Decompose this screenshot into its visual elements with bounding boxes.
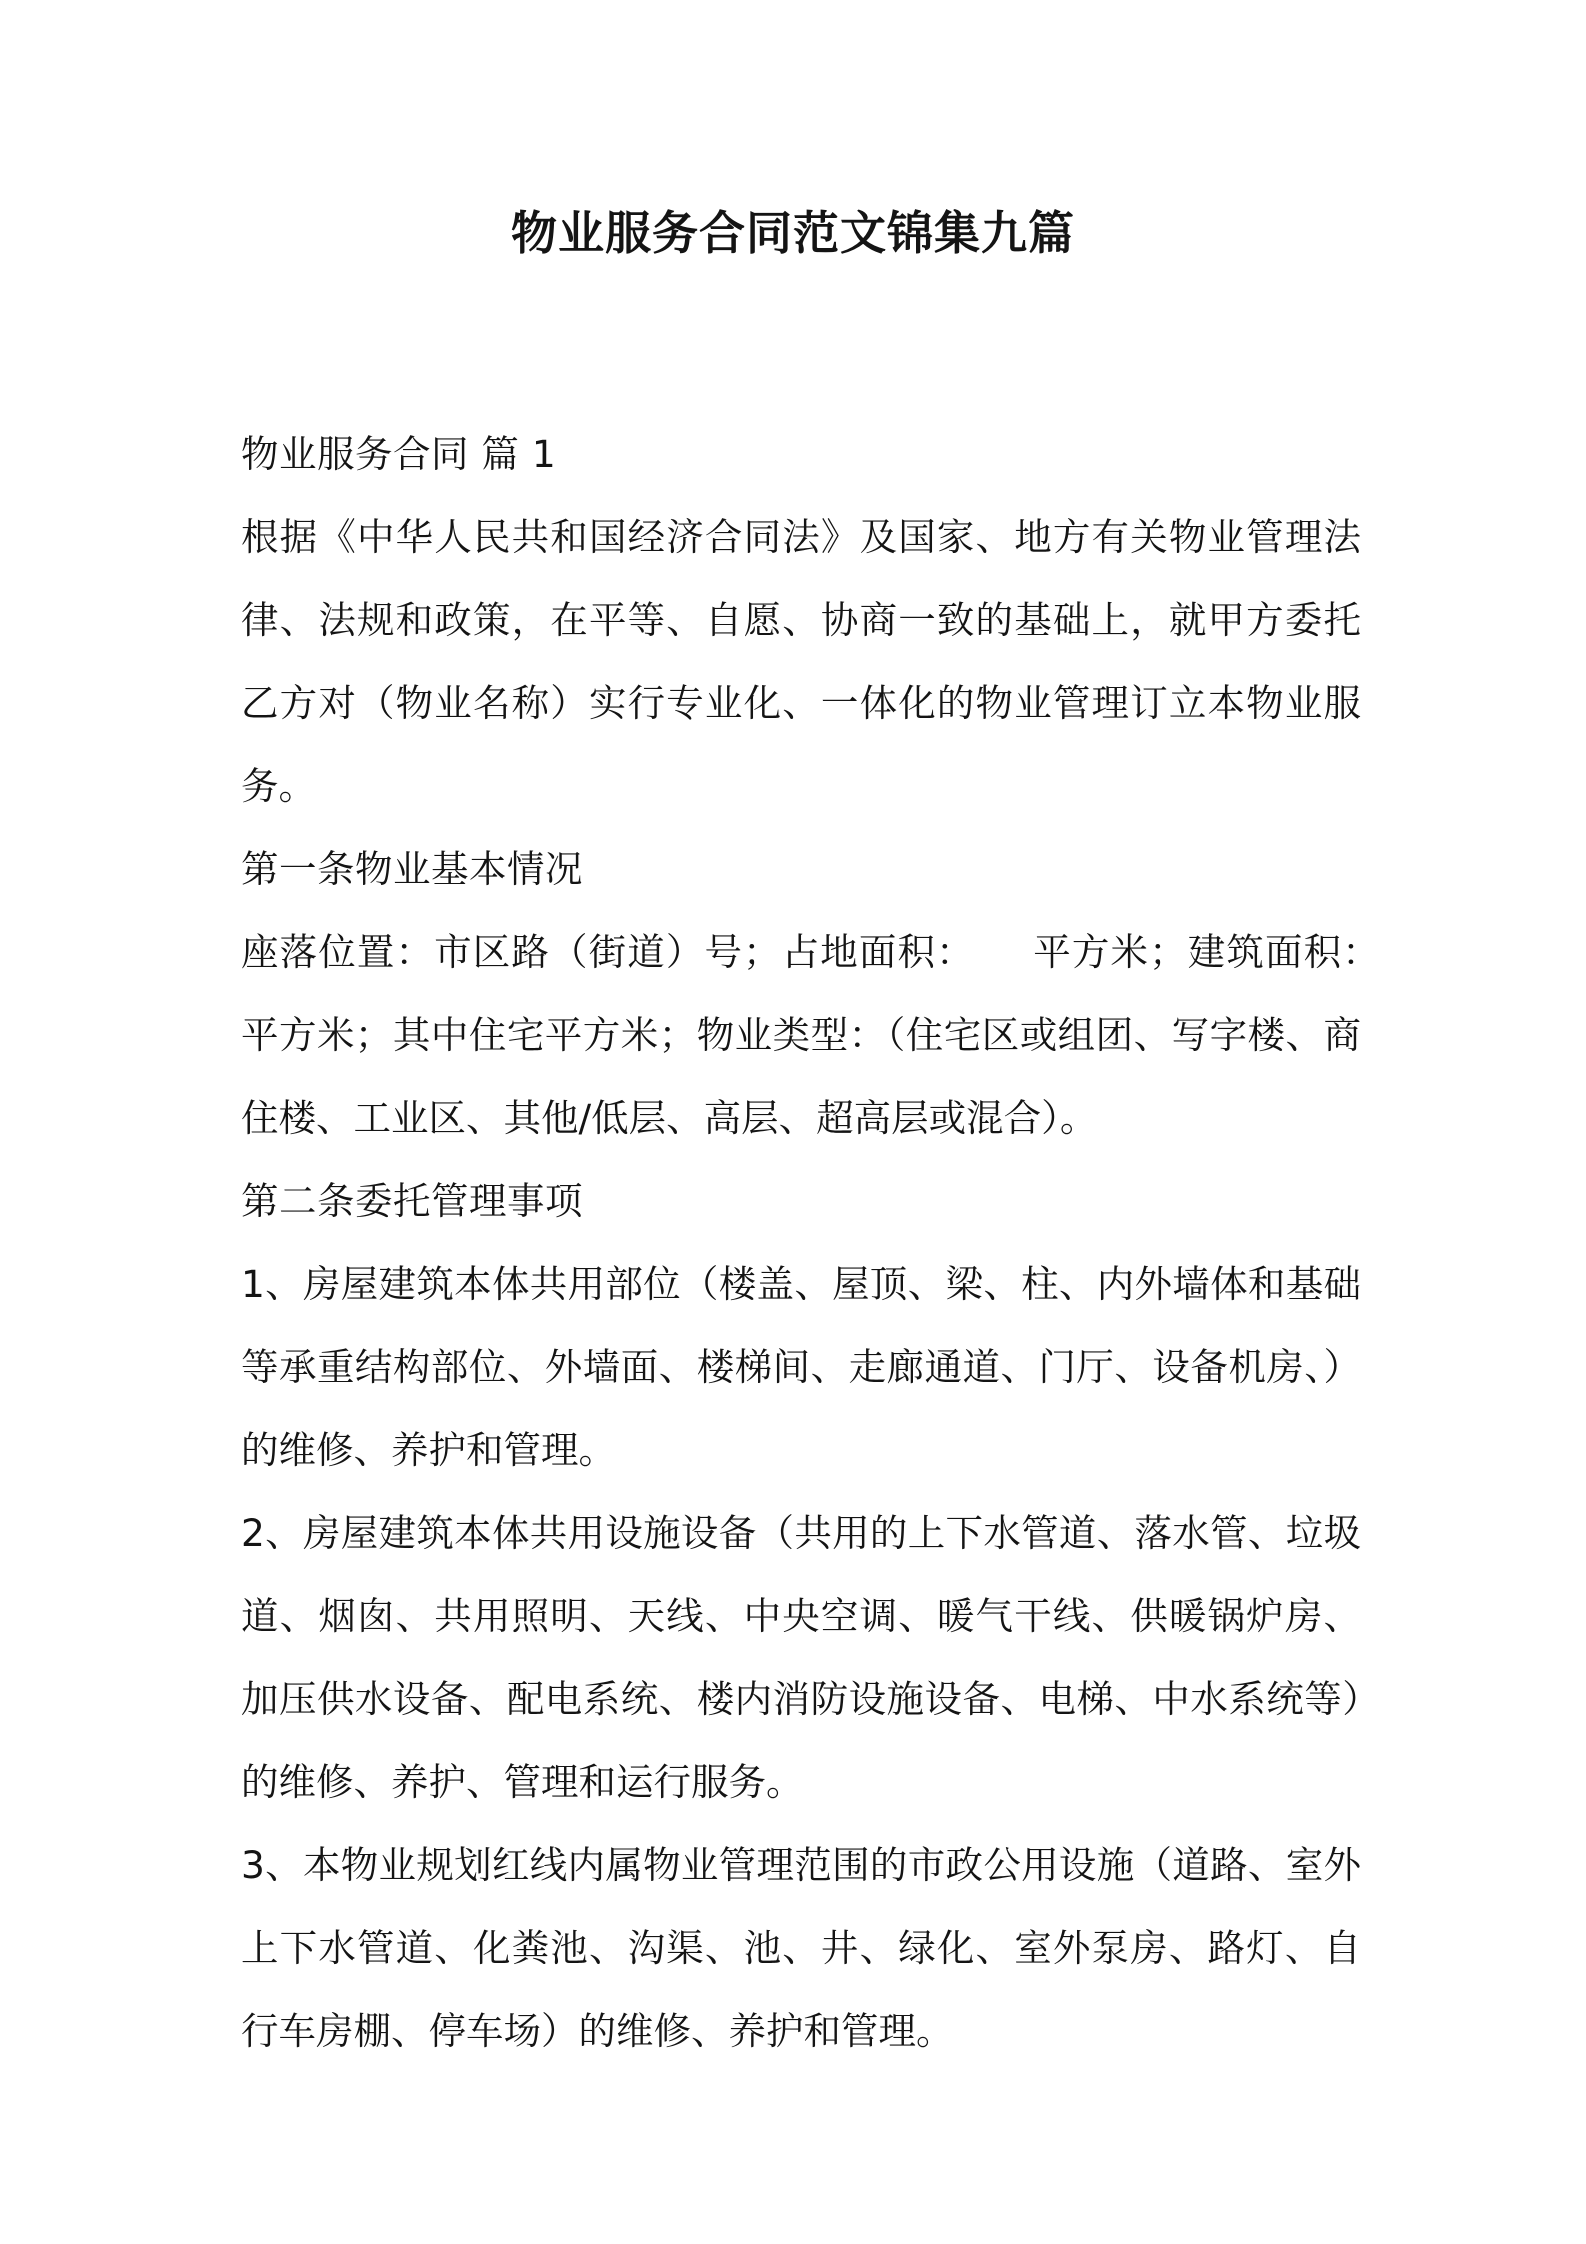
article-2-heading: 第二条委托管理事项 bbox=[241, 1179, 583, 1223]
paragraph-preamble: 根据《中华人民共和国经济合同法》及国家、地方有关物业管理法律、法规和政策，在平等、自愿、协商一致的基础上，就甲方委托乙方对（物业名称）实行专业化、一体化的物业管理订立本物业服务。 bbox=[241, 515, 1361, 808]
paragraph-item-1: 1、房屋建筑本体共用部位（楼盖、屋顶、梁、柱、内外墙体和基础等承重结构部位、外墙面、楼梯间、走廊通道、门厅、设备机房、）的维修、养护和管理。 bbox=[241, 1262, 1361, 1472]
article-1-heading: 第一条物业基本情况 bbox=[241, 847, 583, 891]
paragraph-item-3: 3、本物业规划红线内属物业管理范围的市政公用设施（道路、室外上下水管道、化粪池、沟渠、池、井、绿化、室外泵房、路灯、自行车房棚、停车场）的维修、养护和管理。 bbox=[241, 1843, 1361, 2053]
document-title: 物业服务合同范文锦集九篇 bbox=[511, 206, 1075, 260]
paragraph-item-2: 2、房屋建筑本体共用设施设备（共用的上下水管道、落水管、垃圾道、烟囱、共用照明、天线、中央空调、暖气干线、供暖锅炉房、加压供水设备、配电系统、楼内消防设施设备、电梯、中水系统等）的维修、养护、管理和运行服务。 bbox=[241, 1511, 1361, 1804]
paragraph-property-info: 座落位置：市区路（街道）号；占地面积： 平方米；建筑面积： 平方米；其中住宅平方米；物业类型：（住宅区或组团、写字楼、商住楼、工业区、其他/低层、高层、超高层或混合）。 bbox=[241, 930, 1436, 1140]
contract-heading: 物业服务合同 篇 1 bbox=[241, 432, 557, 476]
document-body bbox=[241, 413, 1436, 2073]
